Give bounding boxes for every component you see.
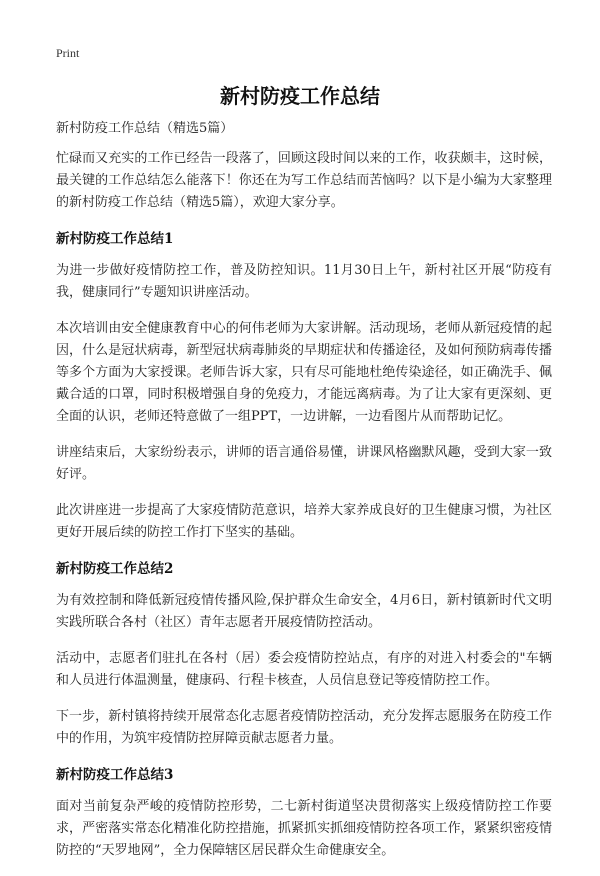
section-paragraph: 活动中，志愿者们驻扎在各村（居）委会疫情防控站点，有序的对进入村委会的"车辆和人员进行体温测量，健康码、行程卡核查，人员信息登记等疫情防控工作。 — [56, 651, 552, 688]
section-paragraph: 面对当前复杂严峻的疫情防控形势，二七新村街道坚决贯彻落实上级疫情防控工作要求，严密落实常态化精准化防控措施，抓紧抓实抓细疫情防控各项工作，紧紧织密疫情防控的“天罗地网”，全力保障辖区居民群众生命健康安全。 — [56, 799, 552, 858]
document-body — [56, 118, 552, 876]
section-paragraph: 此次讲座进一步提高了大家疫情防范意识，培养大家养成良好的卫生健康习惯，为社区更好开展后续的防控工作打下坚实的基础。 — [56, 503, 552, 540]
page-title: 新村防疫工作总结 — [220, 84, 380, 108]
section-paragraph: 为有效控制和降低新冠疫情传播风险,保护群众生命安全，4月6日，新村镇新时代文明实践所联合各村（社区）青年志愿者开展疫情防控活动。 — [56, 593, 552, 630]
section-paragraph: 讲座结束后，大家纷纷表示，讲师的语言通俗易懂，讲课风格幽默风趣，受到大家一致好评。 — [56, 445, 552, 482]
section-paragraph: 本次培训由安全健康教育中心的何伟老师为大家讲解。活动现场，老师从新冠疫情的起因，什么是冠状病毒，新型冠状病毒肺炎的早期症状和传播途径，及如何预防病毒传播等多个方面为大家授课。老师告诉大家，只有尽可能地杜绝传染途径，如正确洗手、佩戴合适的口罩，同时积极增强自身的免疫力，才能远离病毒。为了让大家有更深刻、更全面的认识，老师还特意做了一组PPT，一边讲解，一边看图片从而帮助记忆。 — [56, 321, 552, 424]
document-subtitle: 新村防疫工作总结（精选5篇） — [56, 121, 234, 136]
section-1 — [56, 228, 552, 544]
section-2 — [56, 558, 552, 750]
section-heading: 新村防疫工作总结1 — [56, 231, 174, 247]
section-heading: 新村防疫工作总结3 — [56, 767, 174, 783]
print-label[interactable]: Print — [56, 46, 80, 60]
section-3 — [56, 764, 552, 862]
intro-paragraph: 忙碌而又充实的工作已经告一段落了，回顾这段时间以来的工作，收获颇丰，这时候，最关键的工作总结怎么能落下！你还在为写工作总结而苦恼吗？以下是小编为大家整理的新村防疫工作总结（精选5篇），欢迎大家分享。 — [56, 151, 552, 210]
section-heading: 新村防疫工作总结2 — [56, 561, 174, 577]
section-paragraph: 下一步，新村镇将持续开展常态化志愿者疫情防控活动，充分发挥志愿服务在防疫工作中的作用，为筑牢疫情防控屏障贡献志愿者力量。 — [56, 709, 552, 746]
section-paragraph: 为进一步做好疫情防控工作，普及防控知识。11月30日上午，新村社区开展“防疫有我，健康同行”专题知识讲座活动。 — [56, 263, 552, 300]
